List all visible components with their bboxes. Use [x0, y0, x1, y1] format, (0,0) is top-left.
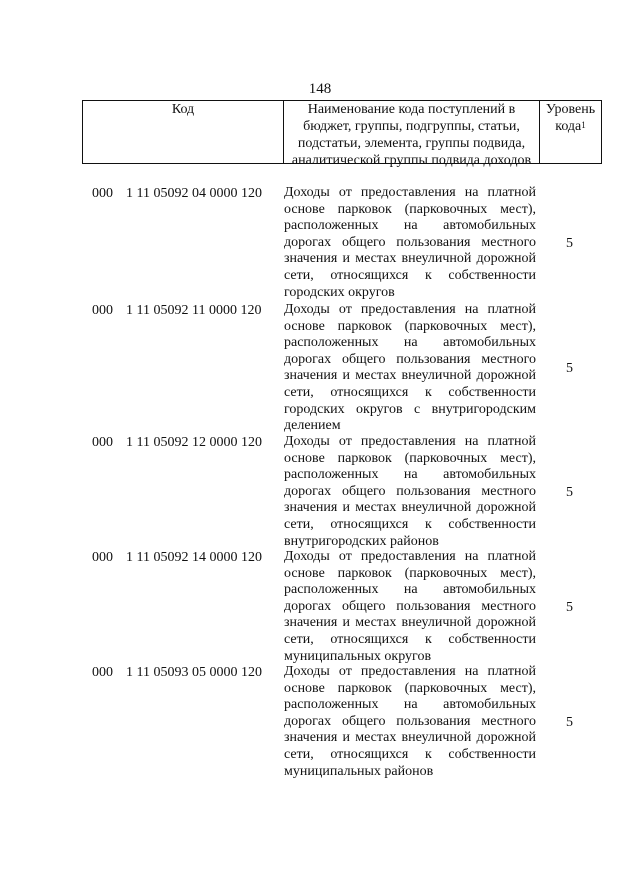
name-line: расположенных на автомобильных	[284, 697, 536, 713]
name-line: расположенных на автомобильных	[284, 335, 536, 351]
name-line: Доходы от предоставления на платной	[284, 549, 536, 564]
name-line: расположенных на автомобильных	[284, 467, 536, 483]
name-line: основе парковок (парковочных мест),	[284, 680, 536, 696]
name-line: сети, относящихся к собственности	[284, 746, 536, 762]
name-line: значения и местах внеуличной дорожной	[284, 615, 536, 631]
name-line: Доходы от предоставления на платной	[284, 664, 536, 679]
name-line: значения и местах внеуличной дорожной	[284, 730, 536, 746]
level-value: 5	[566, 485, 573, 500]
admin-code: 000	[92, 186, 113, 201]
revenue-name	[284, 664, 536, 780]
footnote-marker: 1	[581, 120, 586, 130]
level-value: 5	[566, 715, 573, 730]
revenue-code: 1 11 05092 12 0000 120	[126, 435, 262, 450]
name-line: дорогах общего пользования местного	[284, 483, 536, 499]
header-name-line: Наименование кода поступлений в	[307, 102, 516, 117]
name-line: муниципальных округов	[284, 648, 432, 664]
header-level-line2	[540, 118, 601, 135]
name-line: основе парковок (парковочных мест),	[284, 565, 536, 581]
revenue-name	[284, 434, 536, 550]
header-level-line1: Уровень	[545, 102, 596, 117]
revenue-name	[284, 302, 536, 435]
name-line: сети, относящихся к собственности	[284, 631, 536, 647]
revenue-name	[284, 549, 536, 665]
revenue-name	[284, 185, 536, 301]
header-name-cell	[284, 101, 540, 168]
page-number: 148	[308, 81, 332, 97]
name-line: дорогах общего пользования местного	[284, 234, 536, 250]
name-line: основе парковок (парковочных мест),	[284, 201, 536, 217]
name-line: городских округов с внутригородским	[284, 401, 536, 417]
revenue-code: 1 11 05092 04 0000 120	[126, 186, 262, 201]
level-value: 5	[566, 361, 573, 376]
name-line: дорогах общего пользования местного	[284, 598, 536, 614]
name-line: расположенных на автомобильных	[284, 582, 536, 598]
name-line: значения и местах внеуличной дорожной	[284, 368, 536, 384]
name-line: значения и местах внеуличной дорожной	[284, 251, 536, 267]
header-level-cell	[540, 101, 601, 163]
header-level-word: кода	[555, 119, 582, 134]
revenue-code: 1 11 05092 11 0000 120	[126, 303, 262, 318]
name-line: сети, относящихся к собственности	[284, 267, 536, 283]
admin-code: 000	[92, 550, 113, 565]
admin-code: 000	[92, 435, 113, 450]
admin-code: 000	[92, 303, 113, 318]
name-line: внутригородских районов	[284, 533, 439, 549]
name-line: дорогах общего пользования местного	[284, 713, 536, 729]
header-name-line: аналитической группы подвида доходов	[291, 153, 532, 168]
name-line: Доходы от предоставления на платной	[284, 434, 536, 449]
name-line: Доходы от предоставления на платной	[284, 185, 536, 200]
name-line: городских округов	[284, 284, 395, 300]
table-header	[82, 100, 602, 168]
name-line: дорогах общего пользования местного	[284, 351, 536, 367]
name-line: основе парковок (парковочных мест),	[284, 450, 536, 466]
header-code-cell	[83, 101, 284, 163]
name-line: основе парковок (парковочных мест),	[284, 318, 536, 334]
name-line: Доходы от предоставления на платной	[284, 302, 536, 317]
admin-code: 000	[92, 665, 113, 680]
name-line: муниципальных районов	[284, 763, 434, 779]
header-name-line: бюджет, группы, подгруппы, статьи,	[303, 119, 520, 134]
name-line: расположенных на автомобильных	[284, 218, 536, 234]
name-line: сети, относящихся к собственности	[284, 384, 536, 400]
header-name-line: подстатьи, элемента, группы подвида,	[297, 136, 526, 151]
name-line: делением	[284, 418, 341, 434]
level-value: 5	[566, 236, 573, 251]
revenue-code: 1 11 05093 05 0000 120	[126, 665, 262, 680]
level-value: 5	[566, 600, 573, 615]
name-line: сети, относящихся к собственности	[284, 516, 536, 532]
header-code-label: Код	[171, 102, 195, 117]
revenue-code: 1 11 05092 14 0000 120	[126, 550, 262, 565]
name-line: значения и местах внеуличной дорожной	[284, 500, 536, 516]
